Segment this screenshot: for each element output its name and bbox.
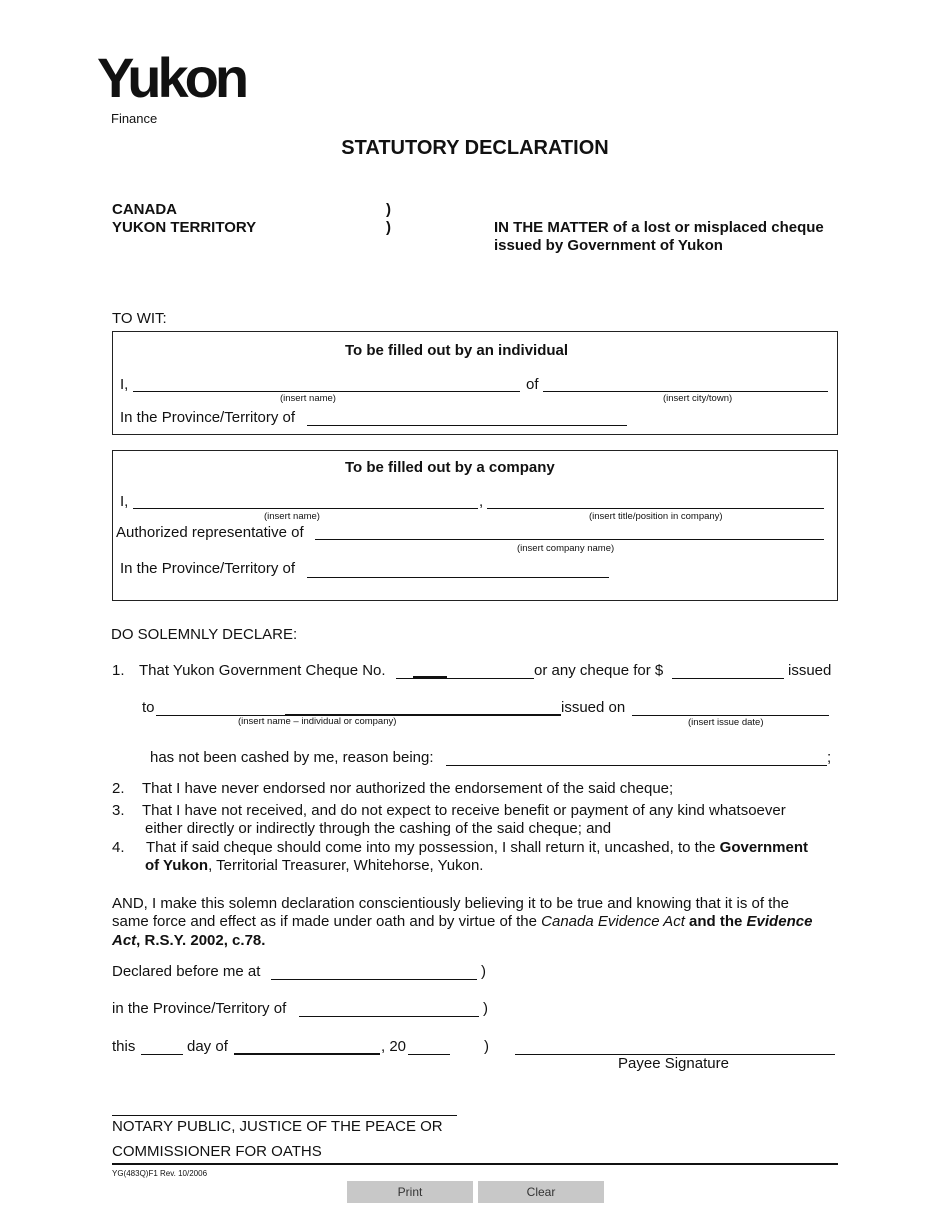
issued-on-label: issued on xyxy=(561,699,626,716)
declared-paren-3: ) xyxy=(484,1038,489,1055)
clear-button[interactable]: Clear xyxy=(478,1181,604,1203)
notary-signature-field[interactable] xyxy=(112,1114,457,1116)
individual-province-label: In the Province/Territory of xyxy=(120,409,296,426)
individual-of-label: of xyxy=(526,376,539,393)
paren-2: ) xyxy=(386,219,391,236)
individual-city-hint: (insert city/town) xyxy=(663,393,733,404)
this-label: this xyxy=(112,1038,136,1055)
solemn-line-1: AND, I make this solemn declaration conscientiously believing it to be true and knowing that it is of the xyxy=(112,895,790,912)
solemn-line-3: Act, R.S.Y. 2002, c.78. xyxy=(112,932,266,949)
company-name-hint: (insert name) xyxy=(264,511,320,522)
declared-before-label: Declared before me at xyxy=(112,963,261,980)
yukon-logo: Yukon xyxy=(97,46,246,109)
item-3-line-1: That I have not received, and do not expect to receive benefit or payment of any kind whatsoever xyxy=(142,802,786,819)
issue-date-field[interactable] xyxy=(632,714,829,716)
item-4-line-2: of Yukon, Territorial Treasurer, Whitehorse, Yukon. xyxy=(145,857,484,874)
to-label: to xyxy=(142,699,155,716)
year-prefix: , 20 xyxy=(381,1038,407,1055)
solemn-line-2: same force and effect as if made under oath and by virtue of the Canada Evidence Act and the Evidence xyxy=(112,913,813,930)
item-2-number: 2. xyxy=(112,780,125,797)
company-province-field[interactable] xyxy=(307,576,609,578)
declared-paren-1: ) xyxy=(481,963,486,980)
item-4-number: 4. xyxy=(112,839,125,856)
day-field[interactable] xyxy=(141,1053,183,1055)
declared-paren-2: ) xyxy=(483,1000,488,1017)
payee-signature-label: Payee Signature xyxy=(618,1055,729,1072)
reason-field[interactable] xyxy=(446,764,827,766)
print-button[interactable]: Print xyxy=(347,1181,473,1203)
form-code: YG(483Q)F1 Rev. 10/2006 xyxy=(112,1169,208,1178)
company-name-field[interactable] xyxy=(133,507,478,509)
item-1-number: 1. xyxy=(112,662,125,679)
matter-line-1: IN THE MATTER of a lost or misplaced cheque xyxy=(494,219,824,236)
day-of-label: day of xyxy=(187,1038,228,1055)
declared-place-field[interactable] xyxy=(271,978,477,980)
company-rep-field[interactable] xyxy=(315,538,824,540)
reason-semicolon: ; xyxy=(827,749,832,766)
page-title: STATUTORY DECLARATION xyxy=(341,137,609,159)
individual-heading: To be filled out by an individual xyxy=(345,342,569,359)
payee-hint: (insert name – individual or company) xyxy=(238,716,397,727)
item-3-line-2: either directly or indirectly through the cashing of the said cheque; and xyxy=(145,820,612,837)
item-1-text-c: issued xyxy=(788,662,832,679)
matter-line-2: issued by Government of Yukon xyxy=(494,237,723,254)
company-i-label: I, xyxy=(120,493,129,510)
item-2-text: That I have never endorsed nor authorized the endorsement of the said cheque; xyxy=(142,780,674,797)
item-3-number: 3. xyxy=(112,802,125,819)
cheque-amount-field[interactable] xyxy=(672,677,784,679)
declare-heading: DO SOLEMNLY DECLARE: xyxy=(111,626,298,643)
country-label: CANADA xyxy=(112,201,177,218)
individual-city-field[interactable] xyxy=(543,390,828,392)
cheque-number-accent xyxy=(413,675,447,678)
to-wit-label: TO WIT: xyxy=(112,310,167,327)
item-1-text-a: That Yukon Government Cheque No. xyxy=(139,662,386,679)
company-rep-label: Authorized representative of xyxy=(116,524,304,541)
company-company-hint: (insert company name) xyxy=(517,543,615,554)
item-4-line-1: That if said cheque should come into my possession, I shall return it, uncashed, to the Government xyxy=(146,839,809,856)
individual-province-field[interactable] xyxy=(307,424,627,426)
company-province-label: In the Province/Territory of xyxy=(120,560,296,577)
company-comma: , xyxy=(479,493,484,510)
notary-line-2: COMMISSIONER FOR OATHS xyxy=(112,1143,322,1160)
not-cashed-label: has not been cashed by me, reason being: xyxy=(150,749,434,766)
month-field[interactable] xyxy=(234,1052,380,1055)
footer-divider xyxy=(112,1163,838,1165)
company-title-hint: (insert title/position in company) xyxy=(589,511,723,522)
individual-name-field[interactable] xyxy=(133,390,520,392)
company-heading: To be filled out by a company xyxy=(345,459,555,476)
paren-1: ) xyxy=(386,201,391,218)
issue-date-hint: (insert issue date) xyxy=(688,717,764,728)
notary-line-1: NOTARY PUBLIC, JUSTICE OF THE PEACE OR xyxy=(112,1118,443,1135)
individual-name-hint: (insert name) xyxy=(280,393,336,404)
company-title-field[interactable] xyxy=(487,507,824,509)
item-1-text-b: or any cheque for $ xyxy=(534,662,664,679)
individual-i-label: I, xyxy=(120,376,129,393)
territory-label: YUKON TERRITORY xyxy=(112,219,257,236)
declared-province-field[interactable] xyxy=(299,1015,479,1017)
year-field[interactable] xyxy=(408,1053,450,1055)
department-label: Finance xyxy=(111,111,158,126)
declared-province-label: in the Province/Territory of xyxy=(112,1000,287,1017)
